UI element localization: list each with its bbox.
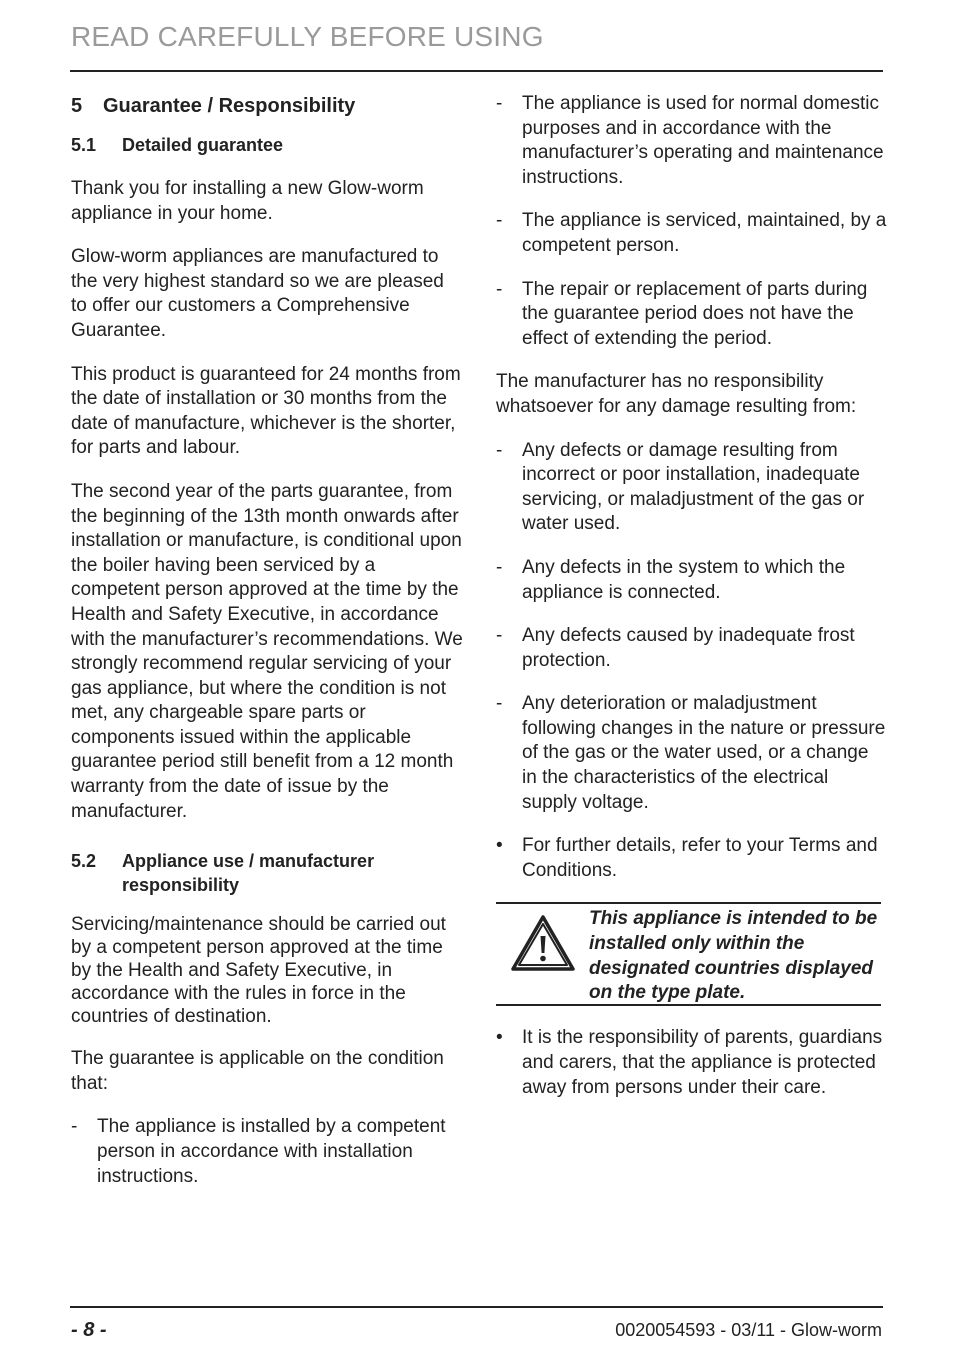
footer-rule xyxy=(70,1306,883,1308)
list-marker: - xyxy=(496,693,503,715)
list-item xyxy=(71,1115,463,1189)
list-text: Any deterioration or maladjustment following changes in the nature or pressure of the gas or the water used, or a change in the characteristics of the electrical supply voltage. xyxy=(522,693,886,813)
header-title: READ CAREFULLY BEFORE USING xyxy=(71,21,544,52)
list-marker: - xyxy=(71,1116,78,1138)
list-item xyxy=(496,1026,888,1100)
list-marker: - xyxy=(496,556,503,578)
document-reference: 0020054593 - 03/11 - Glow-worm xyxy=(615,1320,882,1340)
left-column xyxy=(71,93,463,1208)
list-item xyxy=(496,556,888,605)
warning-triangle-icon xyxy=(510,914,576,972)
paragraph: The manufacturer has no responsibility whatsoever for any damage resulting from: xyxy=(496,371,857,417)
paragraph: This product is guaranteed for 24 months from the date of installation or 30 months from the date of manufacture, whichever is the shorter, for parts and labour. xyxy=(71,363,461,459)
list-text: The repair or replacement of parts during the guarantee period does not have the effect of extending the period. xyxy=(522,278,868,349)
subsection-heading-5-1 xyxy=(71,133,463,157)
paragraph: The second year of the parts guarantee, from the beginning of the 13th month onwards after installation or manufacture, is conditional upon the boiler having been serviced by a competent person approved at the time by the Health and Safety Executive, in accordance with the manufacturer’s recommendations. We strongly recommend regular servicing of your gas appliance, but where the condition is not met, any chargeable spare parts or components issued within the applicable guarantee period still benefit from a 12 month warranty from the date of issue by the manufacturer. xyxy=(71,480,463,822)
subsection-number: 5.1 xyxy=(71,135,97,155)
header-rule xyxy=(70,70,883,72)
list-marker: - xyxy=(496,439,503,461)
subsection-heading-5-2 xyxy=(71,849,463,897)
right-column xyxy=(496,92,888,1119)
list-text: For further details, refer to your Terms and Conditions. xyxy=(522,835,878,881)
list-text: Any defects caused by inadequate frost protection. xyxy=(522,625,855,671)
list-item xyxy=(496,278,888,352)
list-item xyxy=(496,834,888,883)
list-marker: - xyxy=(496,93,503,114)
list-item xyxy=(496,92,888,190)
list-marker: - xyxy=(496,625,503,647)
section-number: 5 xyxy=(71,95,83,117)
warning-text: This appliance is intended to be installed only within the designated countries displayed on the type plate. xyxy=(589,908,878,1004)
list-marker: - xyxy=(496,278,503,300)
list-text: The appliance is serviced, maintained, by a competent person. xyxy=(522,210,887,256)
list-item xyxy=(496,692,888,815)
subsection-title: Appliance use / manufacturer responsibility xyxy=(122,851,375,896)
list-marker: • xyxy=(496,1027,503,1049)
list-text: It is the responsibility of parents, guardians and carers, that the appliance is protected away from persons under their care. xyxy=(522,1027,883,1098)
list-item xyxy=(496,209,888,258)
list-marker: - xyxy=(496,210,503,232)
section-title: Guarantee / Responsibility xyxy=(103,95,356,117)
paragraph: Servicing/maintenance should be carried out by a competent person approved at the time by the Health and Safety Executive, in accordance with the rules in force in the countries of destination. xyxy=(71,914,446,1028)
list-text: Any defects or damage resulting from incorrect or poor installation, inadequate servicing, or maladjustment of the gas or water used. xyxy=(522,439,865,535)
subsection-number: 5.2 xyxy=(71,851,97,872)
list-text: Any defects in the system to which the appliance is connected. xyxy=(522,556,846,603)
paragraph: The guarantee is applicable on the condition that: xyxy=(71,1048,444,1094)
list-item xyxy=(496,439,888,537)
paragraph: Thank you for installing a new Glow-worm appliance in your home. xyxy=(71,178,424,224)
paragraph: Glow-worm appliances are manufactured to the very highest standard so we are pleased to offer our customers a Comprehensive Guarantee. xyxy=(71,246,444,341)
list-text: The appliance is used for normal domestic purposes and in accordance with the manufacturer’s operating and maintenance instructions. xyxy=(522,93,884,188)
warning-box xyxy=(496,902,881,1006)
list-item xyxy=(496,624,888,673)
list-marker: • xyxy=(496,835,503,857)
subsection-title: Detailed guarantee xyxy=(122,135,284,155)
section-heading xyxy=(71,93,463,119)
page-number: - 8 - xyxy=(71,1319,107,1341)
list-text: The appliance is installed by a competent person in accordance with installation instructions. xyxy=(97,1116,446,1187)
